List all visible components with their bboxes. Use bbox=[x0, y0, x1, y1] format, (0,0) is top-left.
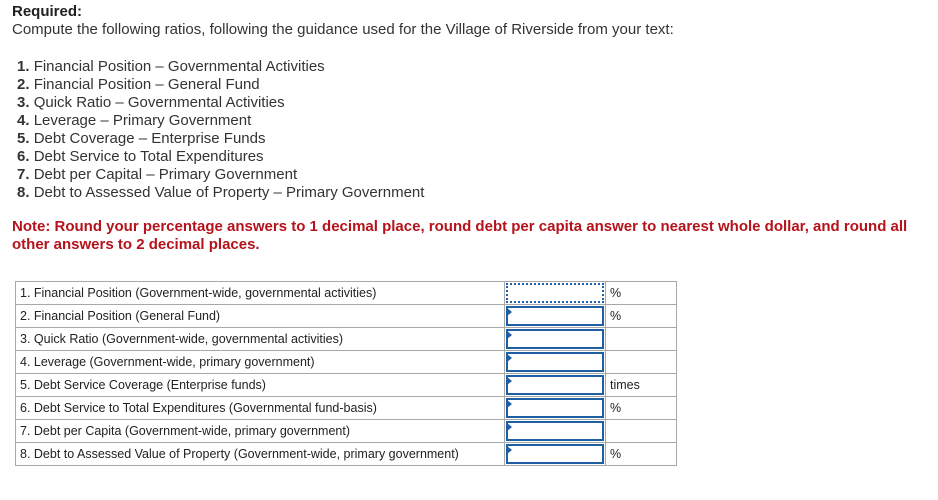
unit-label: % bbox=[606, 305, 677, 328]
list-item-number: 3. bbox=[17, 94, 30, 111]
list-item bbox=[17, 166, 424, 184]
list-item-number: 2. bbox=[17, 76, 30, 93]
answer-input[interactable] bbox=[506, 421, 604, 441]
row-label: 3. Quick Ratio (Government-wide, governmental activities) bbox=[16, 328, 505, 351]
list-item-text: Debt per Capital – Primary Government bbox=[33, 166, 298, 183]
answer-input[interactable] bbox=[506, 352, 604, 372]
unit-label bbox=[606, 328, 677, 351]
answer-input[interactable] bbox=[506, 306, 604, 326]
table-row bbox=[16, 305, 677, 328]
answer-table bbox=[15, 281, 677, 466]
dropdown-marker-icon bbox=[507, 377, 512, 385]
answer-input[interactable] bbox=[506, 283, 604, 303]
table-row bbox=[16, 374, 677, 397]
dropdown-marker-icon bbox=[507, 423, 512, 431]
answer-cell bbox=[505, 443, 606, 466]
unit-label: % bbox=[606, 397, 677, 420]
list-item-text: Financial Position – Governmental Activities bbox=[33, 58, 325, 75]
list-item-text: Quick Ratio – Governmental Activities bbox=[33, 94, 285, 111]
list-item-number: 6. bbox=[17, 148, 30, 165]
dropdown-marker-icon bbox=[507, 400, 512, 408]
list-item bbox=[17, 148, 424, 166]
list-item bbox=[17, 184, 424, 202]
row-label: 1. Financial Position (Government-wide, governmental activities) bbox=[16, 282, 505, 305]
list-item bbox=[17, 58, 424, 76]
table-row bbox=[16, 397, 677, 420]
dropdown-marker-icon bbox=[507, 446, 512, 454]
list-item bbox=[17, 76, 424, 94]
list-item-text: Financial Position – General Fund bbox=[33, 76, 260, 93]
unit-label: % bbox=[606, 443, 677, 466]
required-label: Required: bbox=[12, 3, 83, 20]
list-item-number: 7. bbox=[17, 166, 30, 183]
answer-cell bbox=[505, 351, 606, 374]
answer-input[interactable] bbox=[506, 444, 604, 464]
ratio-list bbox=[17, 58, 424, 202]
table-row bbox=[16, 420, 677, 443]
row-label: 5. Debt Service Coverage (Enterprise funds) bbox=[16, 374, 505, 397]
list-item-text: Leverage – Primary Government bbox=[33, 112, 252, 129]
table-row bbox=[16, 351, 677, 374]
list-item-number: 8. bbox=[17, 184, 30, 201]
dropdown-marker-icon bbox=[507, 331, 512, 339]
answer-input[interactable] bbox=[506, 329, 604, 349]
instruction-text: Compute the following ratios, following the guidance used for the Village of Riverside from your text: bbox=[12, 21, 674, 38]
list-item-text: Debt Service to Total Expenditures bbox=[33, 148, 264, 165]
answer-cell bbox=[505, 305, 606, 328]
answer-cell bbox=[505, 397, 606, 420]
row-label: 8. Debt to Assessed Value of Property (Government-wide, primary government) bbox=[16, 443, 505, 466]
answer-cell bbox=[505, 374, 606, 397]
answer-input[interactable] bbox=[506, 398, 604, 418]
list-item-number: 4. bbox=[17, 112, 30, 129]
dropdown-marker-icon bbox=[507, 354, 512, 362]
dropdown-marker-icon bbox=[507, 308, 512, 316]
table-row bbox=[16, 443, 677, 466]
table-row bbox=[16, 282, 677, 305]
list-item-number: 5. bbox=[17, 130, 30, 147]
row-label: 6. Debt Service to Total Expenditures (Governmental fund-basis) bbox=[16, 397, 505, 420]
unit-label bbox=[606, 420, 677, 443]
list-item-text: Debt Coverage – Enterprise Funds bbox=[33, 130, 266, 147]
list-item bbox=[17, 112, 424, 130]
row-label: 2. Financial Position (General Fund) bbox=[16, 305, 505, 328]
answer-input[interactable] bbox=[506, 375, 604, 395]
table-row bbox=[16, 328, 677, 351]
unit-label bbox=[606, 351, 677, 374]
unit-label: times bbox=[606, 374, 677, 397]
list-item bbox=[17, 130, 424, 148]
row-label: 7. Debt per Capita (Government-wide, primary government) bbox=[16, 420, 505, 443]
list-item-number: 1. bbox=[17, 58, 30, 75]
unit-label: % bbox=[606, 282, 677, 305]
row-label: 4. Leverage (Government-wide, primary government) bbox=[16, 351, 505, 374]
answer-cell bbox=[505, 420, 606, 443]
list-item bbox=[17, 94, 424, 112]
list-item-text: Debt to Assessed Value of Property – Primary Government bbox=[33, 184, 425, 201]
rounding-note: Note: Round your percentage answers to 1 decimal place, round debt per capita answer to nearest whole dollar, and round all other answers to 2 decimal places. bbox=[12, 218, 908, 253]
answer-cell bbox=[505, 282, 606, 305]
answer-cell bbox=[505, 328, 606, 351]
